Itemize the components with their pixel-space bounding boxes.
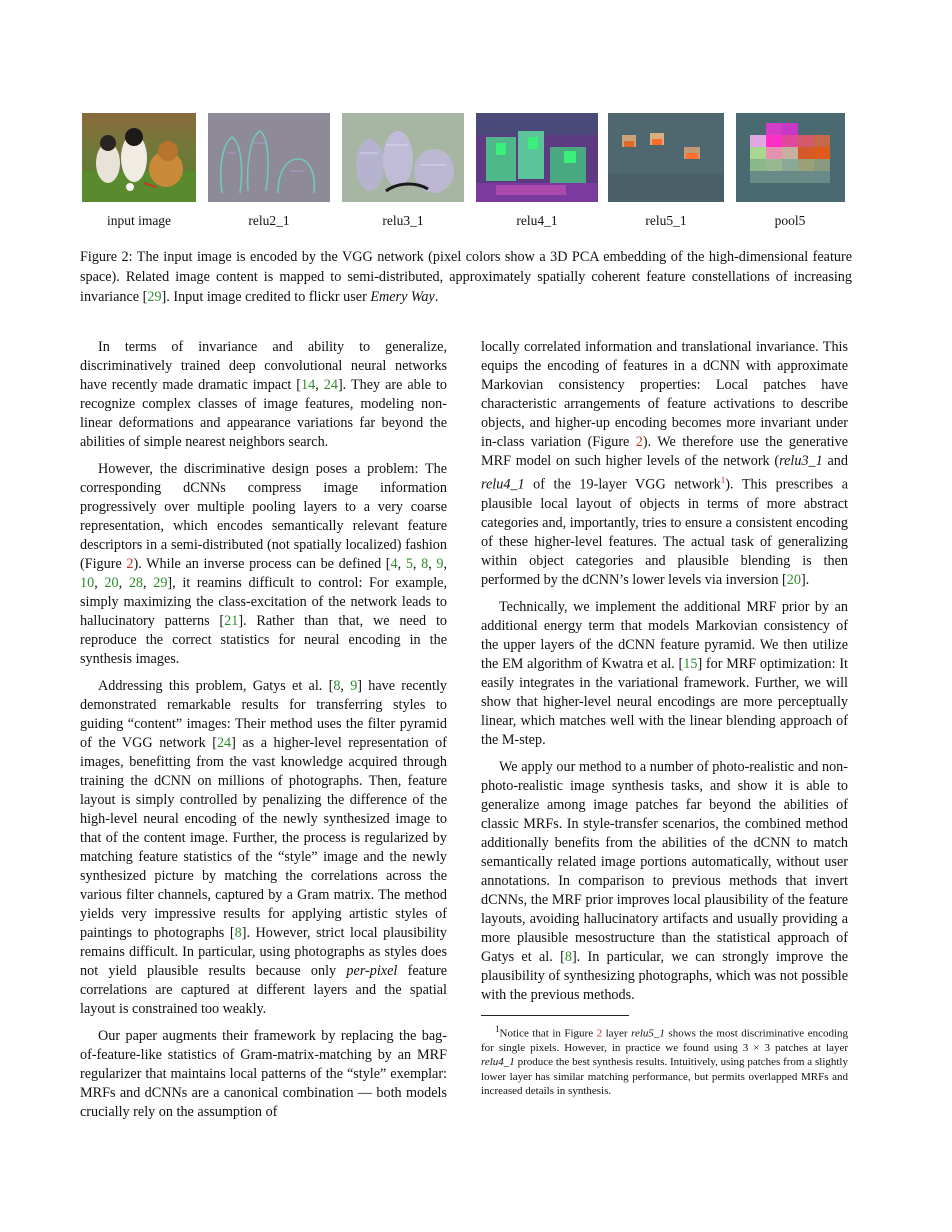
text: ]. In particular, we can strongly improve the plausibility of synthesizing photographs, which was not possible with the previous methods. <box>481 948 848 1003</box>
citation-link[interactable]: 8 <box>333 678 341 694</box>
citation-link[interactable]: 29 <box>147 289 162 305</box>
citation-link[interactable]: 29 <box>153 575 168 591</box>
citation-link[interactable]: 8 <box>234 925 242 941</box>
citation-link[interactable]: 21 <box>224 613 239 629</box>
caption-text: . <box>434 289 439 305</box>
relu4-1-feature-map <box>476 113 598 202</box>
text: , <box>412 556 422 572</box>
citation-link[interactable]: 9 <box>350 678 358 694</box>
panel-label: relu4_1 <box>516 213 558 228</box>
text: ] as a higher-level representation of images, benefitting from the vast knowledge acquired through training the dCNN on millions of photographs. Then, feature layout is simply controlled by penalizing the difference of the high-level neural encoding of the newly synthesized image to that of the content image. Further, the process is regularized by matching feature statistics of the “style” image and the newly synthesized picture by matching the correlations across the various filter channels, captured by a Gram matrix. The method yields very impressive results for applying artistic styles of paintings to photographs [ <box>80 735 447 941</box>
footnote <box>481 1022 848 1099</box>
text: ] for MRF optimization: It easily integrates in the variational framework. Further, we will show that higher-level neural encodings are more perceptually linear, which matches well with the linear blending approach of the M-step. <box>481 655 848 748</box>
text: Notice that in Figure <box>499 1027 597 1040</box>
emphasis: relu4_1 <box>481 1056 515 1069</box>
citation-link[interactable]: 24 <box>216 735 232 751</box>
panel-label: input image <box>106 213 172 228</box>
emphasis: relu4_1 <box>481 476 525 493</box>
figure-ref-link[interactable]: 2 <box>596 1027 603 1040</box>
emphasis: relu5_1 <box>631 1027 665 1040</box>
text: , <box>397 556 406 572</box>
text: of the 19-layer VGG network <box>524 476 721 493</box>
text: produce the best synthesis results. Intuitively, using patches from a slightly lower layer has similar matching performance, but permits overlapped MRFs and increased details in synthesis. <box>481 1056 848 1098</box>
panel-label: relu2_1 <box>248 213 290 228</box>
footnote-number: 1 <box>495 1023 500 1034</box>
text: , <box>443 556 448 572</box>
text: Technically, we implement the additional MRF prior by an additional energy term that models Markovian consistency of the upper layers of the dCNN feature pyramid. We then utilize the EM algorithm of Kwatra et al. [ <box>481 598 848 672</box>
text: and <box>822 453 848 469</box>
paragraph <box>481 598 848 750</box>
right-column <box>481 338 848 1099</box>
text: ] have recently demonstrated remarkable results for transferring styles to guiding “content” images: Their method uses the filter pyramid of the VGG network [ <box>80 678 447 751</box>
footnote-divider <box>481 1015 629 1016</box>
text: Our paper augments their framework by replacing the bag-of-feature-like statistics of Gram-matrix-matching by an MRF regularizer that maintains local patterns of the “style” exemplar: MRFs and dCNNs are a canonical combination — both models crucially rely on the assumption of <box>80 1028 447 1120</box>
footnote-marker[interactable]: 1 <box>720 475 726 485</box>
figure-caption <box>80 247 852 307</box>
figure-panels <box>80 113 852 205</box>
text: ). We therefore use the generative MRF model on such higher levels of the network ( <box>481 434 848 469</box>
citation-link[interactable]: 8 <box>421 556 429 572</box>
text: ]. Rather than that, we need to reproduce the correct statistics for neural encoding in the synthesis images. <box>80 613 447 667</box>
caption-credit: Emery Way <box>370 289 435 305</box>
relu2-1-panel <box>208 113 330 202</box>
text: , <box>340 678 351 694</box>
text: Addressing this problem, Gatys et al. [ <box>98 678 334 694</box>
pool5-feature-map <box>736 113 845 202</box>
citation-link[interactable]: 28 <box>128 575 143 591</box>
citation-link[interactable]: 8 <box>564 948 572 965</box>
text: We apply our method to a number of photo-realistic and non-photo-realistic image synthesis tasks, and show it is able to generalize among image patches far beyond the abilities of classic MRFs. In style-transfer scenarios, the combined method additionally benefits from the abilities of the dCNN to match semantically related image portions automatically, without user annotations. In comparison to previous methods that invert dCNNs, the MRF prior improves local plausibility of the feature layouts, avoiding hallucinatory artifacts and usually providing a more plausible mesostructure than the statistical approach of Gatys et al. [ <box>481 758 848 965</box>
citation-link[interactable]: 24 <box>323 377 338 393</box>
citation-link[interactable]: 14 <box>301 377 316 393</box>
input-image-panel <box>82 113 196 202</box>
input-image-photo <box>82 113 196 202</box>
text: layer <box>602 1027 632 1040</box>
text: ]. However, strict local plausibility remains difficult. In particular, using photographs as styles does not yield plausible results because only <box>80 925 448 979</box>
text: However, the discriminative design poses a problem: The corresponding dCNNs compress image information progressively over multiple pooling layers to a very coarse representation, which encodes semantically relevant feature descriptors in a semi-distributed (not spatially localized) fashion (Figure <box>80 461 447 572</box>
relu2-1-feature-map <box>208 113 330 202</box>
figure-ref-link[interactable]: 2 <box>126 556 134 572</box>
text: ]. <box>800 571 810 588</box>
paragraph <box>80 677 447 1019</box>
relu5-1-feature-map <box>608 113 724 202</box>
citation-link[interactable]: 20 <box>104 575 119 591</box>
text: locally correlated information and translational invariance. This equips the encoding of features in a dCNN with approximate Markovian consistency properties: Local patches have characteristic arrangements of feature activations to describe objects, and higher-up encoding becomes more invariant under in-class variation (Figure <box>481 339 848 450</box>
left-column <box>80 338 447 1130</box>
text: In terms of invariance and ability to generalize, discriminatively trained deep convolutional neural networks have recently made dramatic impact [ <box>80 339 447 393</box>
caption-text: ]. Input image credited to flickr user <box>161 289 371 305</box>
paragraph <box>481 338 848 590</box>
text: ). While an inverse process can be defined [ <box>133 556 391 572</box>
paragraph <box>80 1027 447 1122</box>
panel-label: pool5 <box>774 213 806 228</box>
citation-link[interactable]: 15 <box>683 655 698 672</box>
text: , <box>143 575 154 591</box>
citation-link[interactable]: 4 <box>390 556 398 572</box>
citation-link[interactable]: 20 <box>786 571 801 588</box>
emphasis: per-pixel <box>346 963 398 979</box>
paragraph <box>481 758 848 1005</box>
figure-2 <box>80 113 852 235</box>
figure-panel-labels <box>80 213 852 235</box>
text: , <box>118 575 129 591</box>
emphasis: relu3_1 <box>779 453 823 469</box>
text: shows the most discriminative encoding for single pixels. However, in practice we found using 3 × 3 patches at layer <box>481 1027 849 1054</box>
text: feature correlations are captured at different layers and the spatial layout is constrained too weakly. <box>80 963 447 1017</box>
text: , <box>428 556 437 572</box>
caption-text: Figure 2: The input image is encoded by the VGG network (pixel colors show a 3D PCA embedding of the high-dimensional feature space). Related image content is mapped to semi-distributed, approximately spatially coherent feature constellations of increasing invariance [ <box>80 249 852 305</box>
text: ]. They are able to recognize complex classes of image features, modeling non-linear deformations and appearance variations far beyond the abilities of simple nearest neighbors search. <box>80 377 448 450</box>
pool5-panel <box>736 113 845 202</box>
text: ], it reamins difficult to control: For example, simply maximizing the class-excitation of the network leads to hallucinatory patterns [ <box>80 575 448 629</box>
figure-ref-link[interactable]: 2 <box>635 434 643 450</box>
text: , <box>94 575 105 591</box>
relu4-1-panel <box>476 113 598 202</box>
text: ). This prescribes a plausible local layout of objects in terms of more abstract categories and, importantly, tries to ensure a consistent encoding of these higher-level features. The actual task of generalizing within object categories and plausible blending is then performed by the dCNN’s lower levels via inversion [ <box>481 476 848 588</box>
citation-link[interactable]: 9 <box>436 556 444 572</box>
relu5-1-panel <box>608 113 724 202</box>
panel-label: relu3_1 <box>382 213 424 228</box>
citation-link[interactable]: 10 <box>80 575 95 591</box>
paragraph <box>80 460 447 669</box>
paragraph <box>80 338 447 452</box>
text: , <box>315 377 324 393</box>
citation-link[interactable]: 5 <box>405 556 413 572</box>
relu3-1-panel <box>342 113 464 202</box>
panel-label: relu5_1 <box>645 213 687 228</box>
relu3-1-feature-map <box>342 113 464 202</box>
